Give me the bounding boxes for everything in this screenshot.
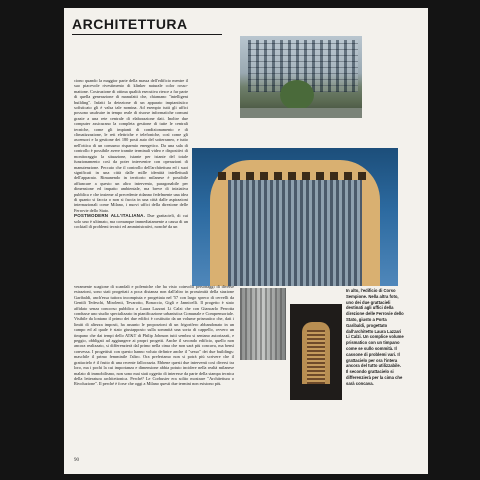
skyscraper-glass bbox=[228, 180, 362, 286]
building-photo-small bbox=[240, 288, 286, 360]
section-header: ARCHITETTURA bbox=[72, 16, 188, 32]
magazine-page bbox=[64, 8, 428, 474]
building-photo-corso-sempione bbox=[240, 36, 362, 118]
page-number: 90 bbox=[74, 458, 79, 463]
body-text-1b: Due grattacieli, di cui solo uno è ultimato, ma comunque immediatamente a causa di un cocktail di problemi tecnici ed amministrativi, nonché da un bbox=[74, 213, 188, 229]
photo-street bbox=[240, 108, 362, 118]
body-column-1 bbox=[74, 78, 188, 229]
subheading: POSTMODERN ALL'ITALIANA. bbox=[74, 213, 146, 219]
skyscraper-top-windows bbox=[218, 172, 372, 180]
body-text-2: veramente scagione di scandali e polemiche che ha visto coinvolti personaggi di diverse estrazioni, sono stati progettati a poca distanza non dall'altro in prossimità della stazione Garibaldi, anch'essa tuttora incompiuta e progettata nel '57 con largo spreco di cervelli da Gentili Tedeschi, Mirolenti, Tevarotto, Bonaccio, Gigli e Jannicelli. Il progetto è stato affidato senza concorso pubblico a Laura Lazzari Li Calzi che con Giancarlo Perrotta condusse uno studio specializzato in pianificazione urbanistica Comunale e Comprensoriale. Visibile da lontano il primo dei due edifici è costituito da un volume prismatico che, dati i limiti di altezza imposti, ha assunto le proporzioni di un frigorifero abbandonato in un campo ed al quale è stato giustapposto sulla sommità una sorta di cappello, ovvero un timpano che dai tempi dello AT&T di Philip Johnson tutti sembra si sentano autorizzati, e peggio, obbligati ad aggiungere ai propri progetti. Anche il secondo edificio, quello non ancora realizzato, si differenzierà dal primo nella cima che non sarà più concava, ma bensì convessa. I progettisti con questo hanno voluto definire anche il "sesso" dei due buildings: maschile il primo femminile l'altro. Ora preferiamo non si potrà più scrivere che il grattacielo è il frutto di una recente fallocrazia. Ebbene questi due interventi così diversi tra loro, ma i pochi la cui importanza e dimensione abbia potuto incidere nella realtà milanese malato di immobilismo, non sono mai stati oggetto di interesse da parte della stampa tecnica della letteratura architettonica. Perché? Le Corbusier era solito mostrare "Architettura o Rivoluzione". Il perché è forse che oggi a Milano questi due termini non esistono più. bbox=[74, 284, 234, 387]
photo-stripes bbox=[240, 288, 286, 360]
photo-tree bbox=[280, 80, 314, 110]
photo-caption bbox=[346, 288, 404, 387]
tower-glass bbox=[307, 330, 325, 384]
body-column-2 bbox=[74, 284, 234, 387]
skyscraper-photo-large bbox=[192, 148, 398, 286]
body-text-1: ciono quando la maggior parte della massa dell'edificio mentre il suo piacevole rivestimento di klinker naturale color rosso-mattone. Costruzione di ottima qualità esecutiva riesce a far parte di quella generazione di manufatti che, chiamano "intelligent building". Infatti la detezione di un apparato impiantistico sofisticato gli è valsa tale nomina. Ad esempio tutti gli uffici possono usufruire in tempo reale di risorse informatiche comuni grazie a una rete centrale di elaborazione dati. Inoltre due computer assicurano la completa gestione di tutte le centrali tecniche, come gli impianti di condizionamento e di climatizzazione, le reti elettriche e telefoniche, così come gli ascensori e la gestione dei 180 posti auto del sotterraneo, e tutto nell'ottica di un consumo risparmio energetico. Da una sala di controllo è possibile avere tramite terminali video e dispositivi di monitoraggio la situazione, istante per istante del totale funzionamento così da poter intervenire con operazioni di manutenzione. Peccato che il controllo dell'architettura ed i suoi significati in una città dalle mille identità intellettuali dell'apparato. Rimanendo in territorio milanese è possibile affiancare a questo un altro intervento, paragonabile per dimensione ed impatto ambientale, ma breve di iniziativa pubblica e che insieme al precedente ridanno fedelmente una idea di quanto si faccia o non si faccia in una città dalle aspirazioni internazionali come Milano, i nuovi uffici della direzione delle Ferrovie dello Stato. bbox=[74, 78, 188, 213]
header-rule bbox=[72, 34, 222, 35]
tower-night-photo bbox=[290, 304, 342, 400]
caption-text: In alto, l'edificio di Corso Sempione. Nella altra foto, uno dei due grattacieli destinati agli uffici della direzione delle Ferrovie dello Stato, giusto a Porta Garibaldi, progettato dall'architetto Laura Lazzari Li Calzi. Un complice volume prismatico con un timpano come se sullo sommità. Il cassone di problemi vari. Il grattacielo per ora l'intera ancora del tutto utilizzabile. Il secondo grattacielo si differenzierà per la cima che sarà concava. bbox=[346, 288, 404, 386]
